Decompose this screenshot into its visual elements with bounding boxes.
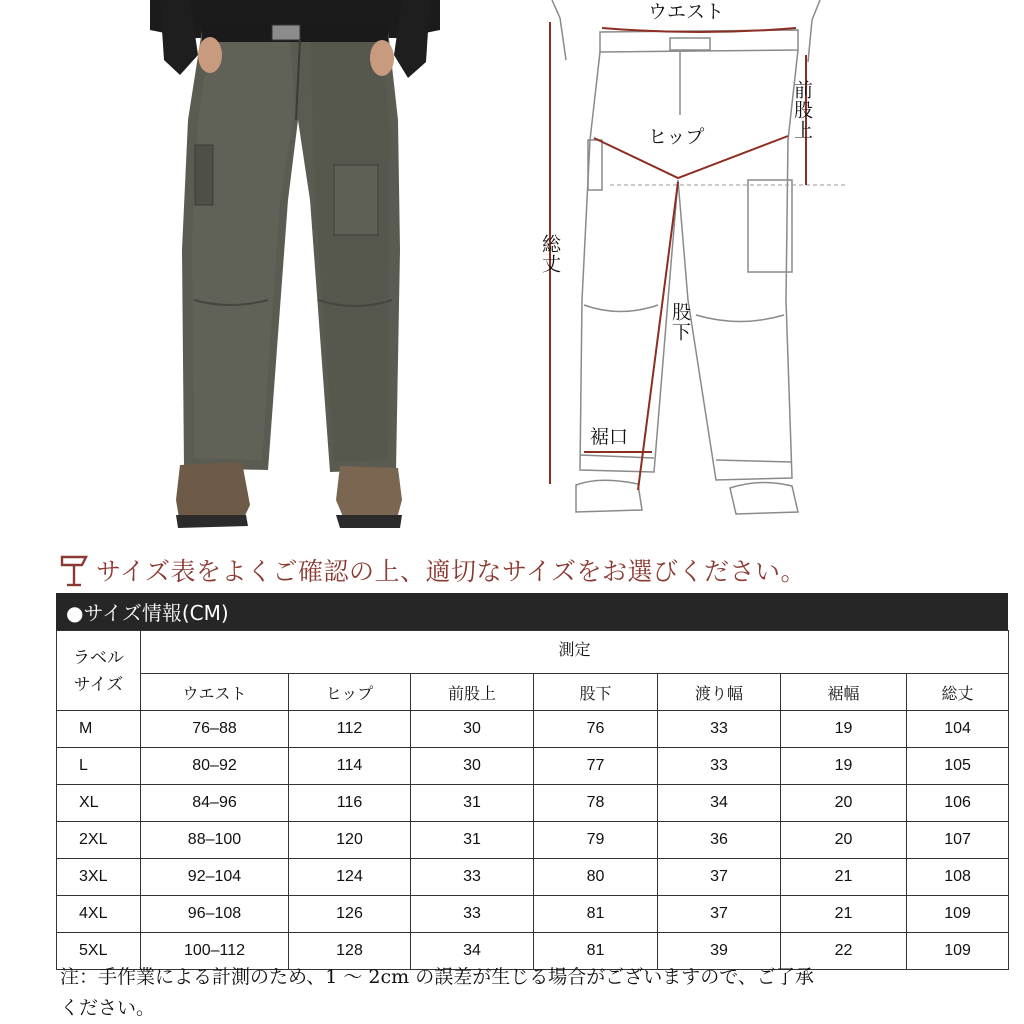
measurement-cell: 114	[289, 748, 411, 785]
footnote-line2: ください。	[60, 997, 156, 1019]
measurement-cell: 34	[658, 785, 781, 822]
size-label-cell: M	[57, 711, 141, 748]
col-header-waist: ウエスト	[141, 674, 289, 711]
measure-header: 測定	[141, 631, 1009, 674]
hip-label: ヒップ	[648, 126, 705, 148]
measurement-cell: 77	[534, 748, 658, 785]
measurement-cell: 79	[534, 822, 658, 859]
size-table-title: ●サイズ情報(CM)	[56, 593, 1008, 630]
size-label-cell: XL	[57, 785, 141, 822]
table-row	[57, 785, 1009, 822]
measurement-cell: 33	[411, 896, 534, 933]
table-header-row	[57, 631, 1009, 674]
col-header-hem-width: 裾幅	[781, 674, 907, 711]
notice-text: サイズ表をよくご確認の上、適切なサイズをお選びください。	[96, 557, 807, 586]
measurement-cell: 80	[534, 859, 658, 896]
inseam-label: 股下	[669, 302, 691, 342]
table-row	[57, 859, 1009, 896]
waist-label: ウエスト	[648, 1, 725, 23]
col-header-hip: ヒップ	[289, 674, 411, 711]
measurement-cell: 124	[289, 859, 411, 896]
measurement-cell: 33	[658, 711, 781, 748]
measurement-cell: 128	[289, 933, 411, 970]
cargo-pants-photo	[150, 0, 440, 540]
size-label-cell: 2XL	[57, 822, 141, 859]
size-table	[56, 630, 1009, 970]
measurement-cell: 39	[658, 933, 781, 970]
measurement-cell: 109	[907, 896, 1009, 933]
measurement-cell: 30	[411, 711, 534, 748]
measurement-cell: 96–108	[141, 896, 289, 933]
hem-label: 裾口	[590, 426, 629, 448]
measurement-cell: 84–96	[141, 785, 289, 822]
label-size-header	[57, 631, 141, 711]
measurement-cell: 19	[781, 711, 907, 748]
measurement-cell: 36	[658, 822, 781, 859]
table-row	[57, 748, 1009, 785]
col-header-total-length: 総丈	[907, 674, 1009, 711]
measurement-cell: 76	[534, 711, 658, 748]
measurement-cell: 78	[534, 785, 658, 822]
col-header-inseam: 股下	[534, 674, 658, 711]
size-label-cell: 5XL	[57, 933, 141, 970]
measurement-cell: 112	[289, 711, 411, 748]
measurement-cell: 20	[781, 785, 907, 822]
measurement-cell: 100–112	[141, 933, 289, 970]
label-header-line1: ラベル	[73, 647, 124, 667]
measurement-cell: 33	[411, 859, 534, 896]
measurement-cell: 34	[411, 933, 534, 970]
total-length-label: 総丈	[539, 234, 561, 274]
measurement-cell: 30	[411, 748, 534, 785]
measurement-cell: 116	[289, 785, 411, 822]
measurement-cell: 108	[907, 859, 1009, 896]
size-notice	[58, 551, 1018, 589]
col-header-front-rise: 前股上	[411, 674, 534, 711]
col-header-thigh-width: 渡り幅	[658, 674, 781, 711]
measurement-cell: 81	[534, 896, 658, 933]
measurement-cell: 20	[781, 822, 907, 859]
front-rise-label: 前股上	[791, 80, 813, 140]
measurement-cell: 107	[907, 822, 1009, 859]
measurement-cell: 76–88	[141, 711, 289, 748]
measurement-cell: 37	[658, 896, 781, 933]
footnote	[60, 962, 1010, 1024]
table-row	[57, 896, 1009, 933]
measurement-cell: 92–104	[141, 859, 289, 896]
size-label-cell: 3XL	[57, 859, 141, 896]
measurement-cell: 33	[658, 748, 781, 785]
label-header-line2: サイズ	[73, 674, 124, 694]
measurement-cell: 31	[411, 822, 534, 859]
measurement-cell: 109	[907, 933, 1009, 970]
footnote-line1: 注：手作業による計測のため、1 ～ 2cm の誤差が生じる場合がございますので、ご了承	[60, 966, 814, 988]
size-label-cell: L	[57, 748, 141, 785]
signpost-icon	[58, 553, 90, 587]
measurement-cell: 104	[907, 711, 1009, 748]
measurement-cell: 37	[658, 859, 781, 896]
size-label-cell: 4XL	[57, 896, 141, 933]
measurement-cell: 105	[907, 748, 1009, 785]
measurement-cell: 106	[907, 785, 1009, 822]
measurement-cell: 80–92	[141, 748, 289, 785]
measurement-cell: 31	[411, 785, 534, 822]
measurement-cell: 88–100	[141, 822, 289, 859]
measurement-cell: 21	[781, 859, 907, 896]
measurement-cell: 21	[781, 896, 907, 933]
table-row	[57, 822, 1009, 859]
table-row	[57, 711, 1009, 748]
measurement-cell: 81	[534, 933, 658, 970]
measurement-cell: 126	[289, 896, 411, 933]
measurement-cell: 120	[289, 822, 411, 859]
measurement-cell: 19	[781, 748, 907, 785]
measurement-cell: 22	[781, 933, 907, 970]
column-header-row	[57, 674, 1009, 711]
